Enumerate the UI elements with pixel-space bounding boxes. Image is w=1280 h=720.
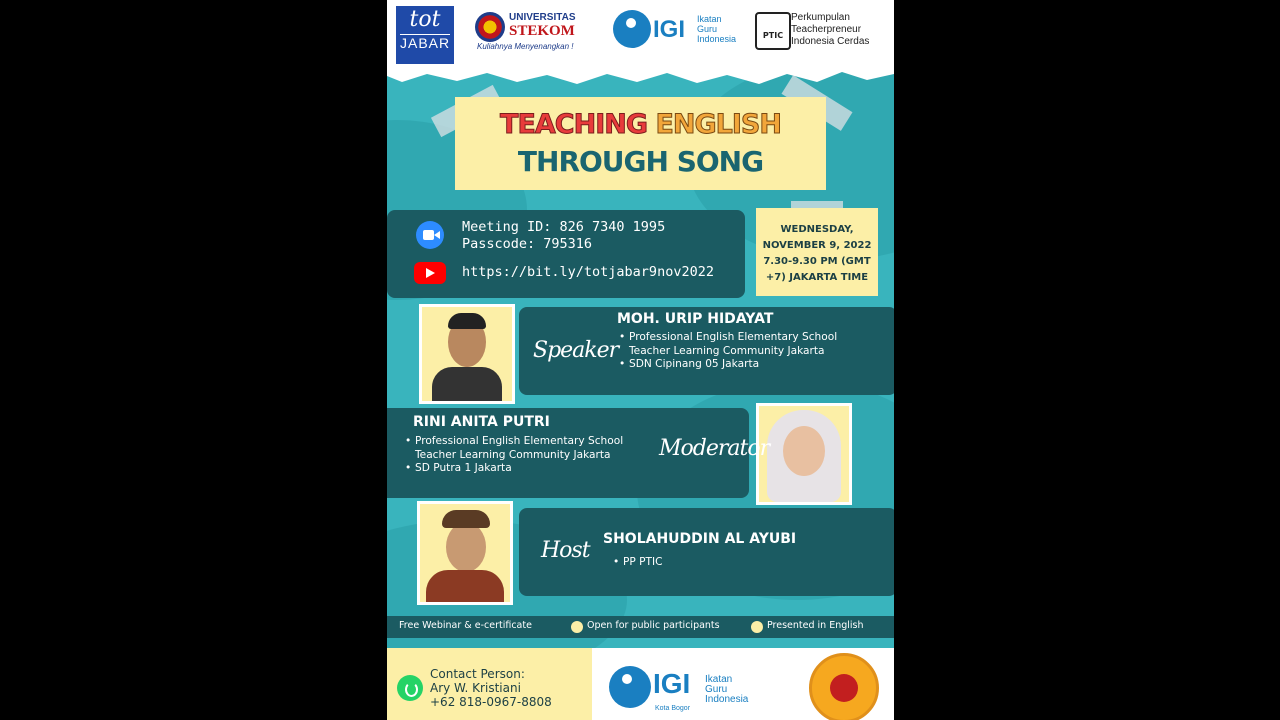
igi-logo: [613, 10, 743, 54]
dot-icon: [571, 621, 583, 633]
moderator-details: [405, 435, 645, 476]
igi-logo-word: IGI: [653, 16, 686, 43]
ptic-line1: Perkumpulan: [791, 12, 850, 23]
igi-bogor-city: Kota Bogor: [655, 705, 691, 712]
igi-bogor-sub3: Indonesia: [705, 694, 749, 705]
host-detail-1: • PP PTIC: [613, 556, 813, 570]
info-open-public: Open for public participants: [587, 620, 720, 631]
page-title-line2: THROUGH SONG: [517, 145, 764, 178]
dot-icon: [751, 621, 763, 633]
host-batik-shirt: [426, 570, 504, 602]
meeting-id: Meeting ID: 826 7340 1995: [462, 219, 666, 235]
moderator-detail-2: • SD Putra 1 Jakarta: [405, 462, 645, 476]
igi-bogor-sub2: Guru: [705, 684, 728, 695]
ptic-logo: [755, 10, 891, 52]
date-box: [756, 208, 878, 296]
speaker-detail-1: • Professional English Elementary School Teacher Learning Community Jakarta: [619, 331, 881, 358]
tot-logo-subtext: JABAR: [400, 35, 451, 51]
contact-name: Ary W. Kristiani: [430, 681, 521, 695]
igi-logo-sub2: Guru: [697, 24, 718, 34]
igi-bogor-emblem-icon: [609, 666, 651, 708]
speaker-suit: [432, 367, 502, 401]
youtube-icon: [414, 262, 446, 284]
moderator-detail-1: • Professional English Elementary School Teacher Learning Community Jakarta: [405, 435, 645, 462]
speaker-name: MOH. URIP HIDAYAT: [617, 311, 774, 327]
page-title-line1: [455, 109, 826, 140]
igi-logo-sub1: Ikatan: [697, 14, 722, 24]
stekom-logo: [475, 10, 587, 54]
host-details: [613, 556, 813, 570]
date-time: 7.30-9.30 PM (GMT: [763, 256, 871, 267]
zoom-icon: [416, 221, 444, 249]
moderator-role-label: Moderator: [659, 436, 770, 461]
igi-emblem-icon: [613, 10, 651, 48]
speaker-role-label: Speaker: [533, 338, 619, 363]
info-presented-english: Presented in English: [767, 620, 864, 631]
kkg-emblem-icon: [809, 653, 879, 720]
stekom-emblem-icon: [475, 12, 505, 42]
torn-paper-edge: [387, 60, 894, 94]
host-headband: [442, 510, 490, 528]
igi-bogor-word: IGI: [653, 668, 691, 699]
host-name: SHOLAHUDDIN AL AYUBI: [603, 531, 797, 547]
moderator-name: RINI ANITA PUTRI: [413, 414, 550, 430]
igi-logo-sub3: Indonesia: [697, 34, 737, 44]
host-photo: [417, 501, 513, 605]
speaker-details: [619, 331, 881, 372]
stekom-logo-line2: STEKOM: [509, 23, 575, 39]
webinar-poster: [387, 0, 894, 720]
stekom-logo-line1: UNIVERSITAS: [509, 12, 576, 23]
contact-phone: +62 818-0967-8808: [430, 695, 552, 709]
whatsapp-icon: [397, 675, 423, 701]
meeting-passcode: Passcode: 795316: [462, 236, 593, 252]
igi-bogor-sub1: Ikatan: [705, 674, 733, 685]
title-word-english: ENGLISH: [655, 109, 781, 140]
youtube-link[interactable]: https://bit.ly/totjabar9nov2022: [462, 264, 714, 280]
tot-logo-text: tot: [409, 7, 441, 32]
igi-bogor-logo: [609, 664, 759, 714]
moderator-photo: [756, 403, 852, 505]
info-strip: [387, 616, 894, 638]
date-day: WEDNESDAY,: [780, 224, 854, 235]
speaker-photo: [419, 304, 515, 404]
stekom-tagline: Kuliahnya Menyenangkan !: [477, 42, 574, 51]
speaker-detail-2: • SDN Cipinang 05 Jakarta: [619, 358, 881, 372]
title-word-teaching: TEACHING: [500, 109, 648, 140]
ptic-line3: Indonesia Cerdas: [791, 36, 870, 47]
info-free-webinar: Free Webinar & e-certificate: [399, 620, 532, 631]
ptic-badge-icon: PTIC: [755, 12, 791, 50]
tot-jabar-logo: [396, 6, 454, 64]
date-timezone: +7) JAKARTA TIME: [765, 272, 869, 283]
contact-label: Contact Person:: [430, 667, 525, 681]
title-box: [455, 97, 826, 190]
date-date: NOVEMBER 9, 2022: [762, 240, 872, 251]
speaker-hair: [448, 313, 486, 329]
host-role-label: Host: [541, 538, 590, 563]
moderator-face: [783, 426, 825, 476]
ptic-line2: Teacherpreneur: [791, 24, 862, 35]
host-face: [446, 522, 486, 572]
